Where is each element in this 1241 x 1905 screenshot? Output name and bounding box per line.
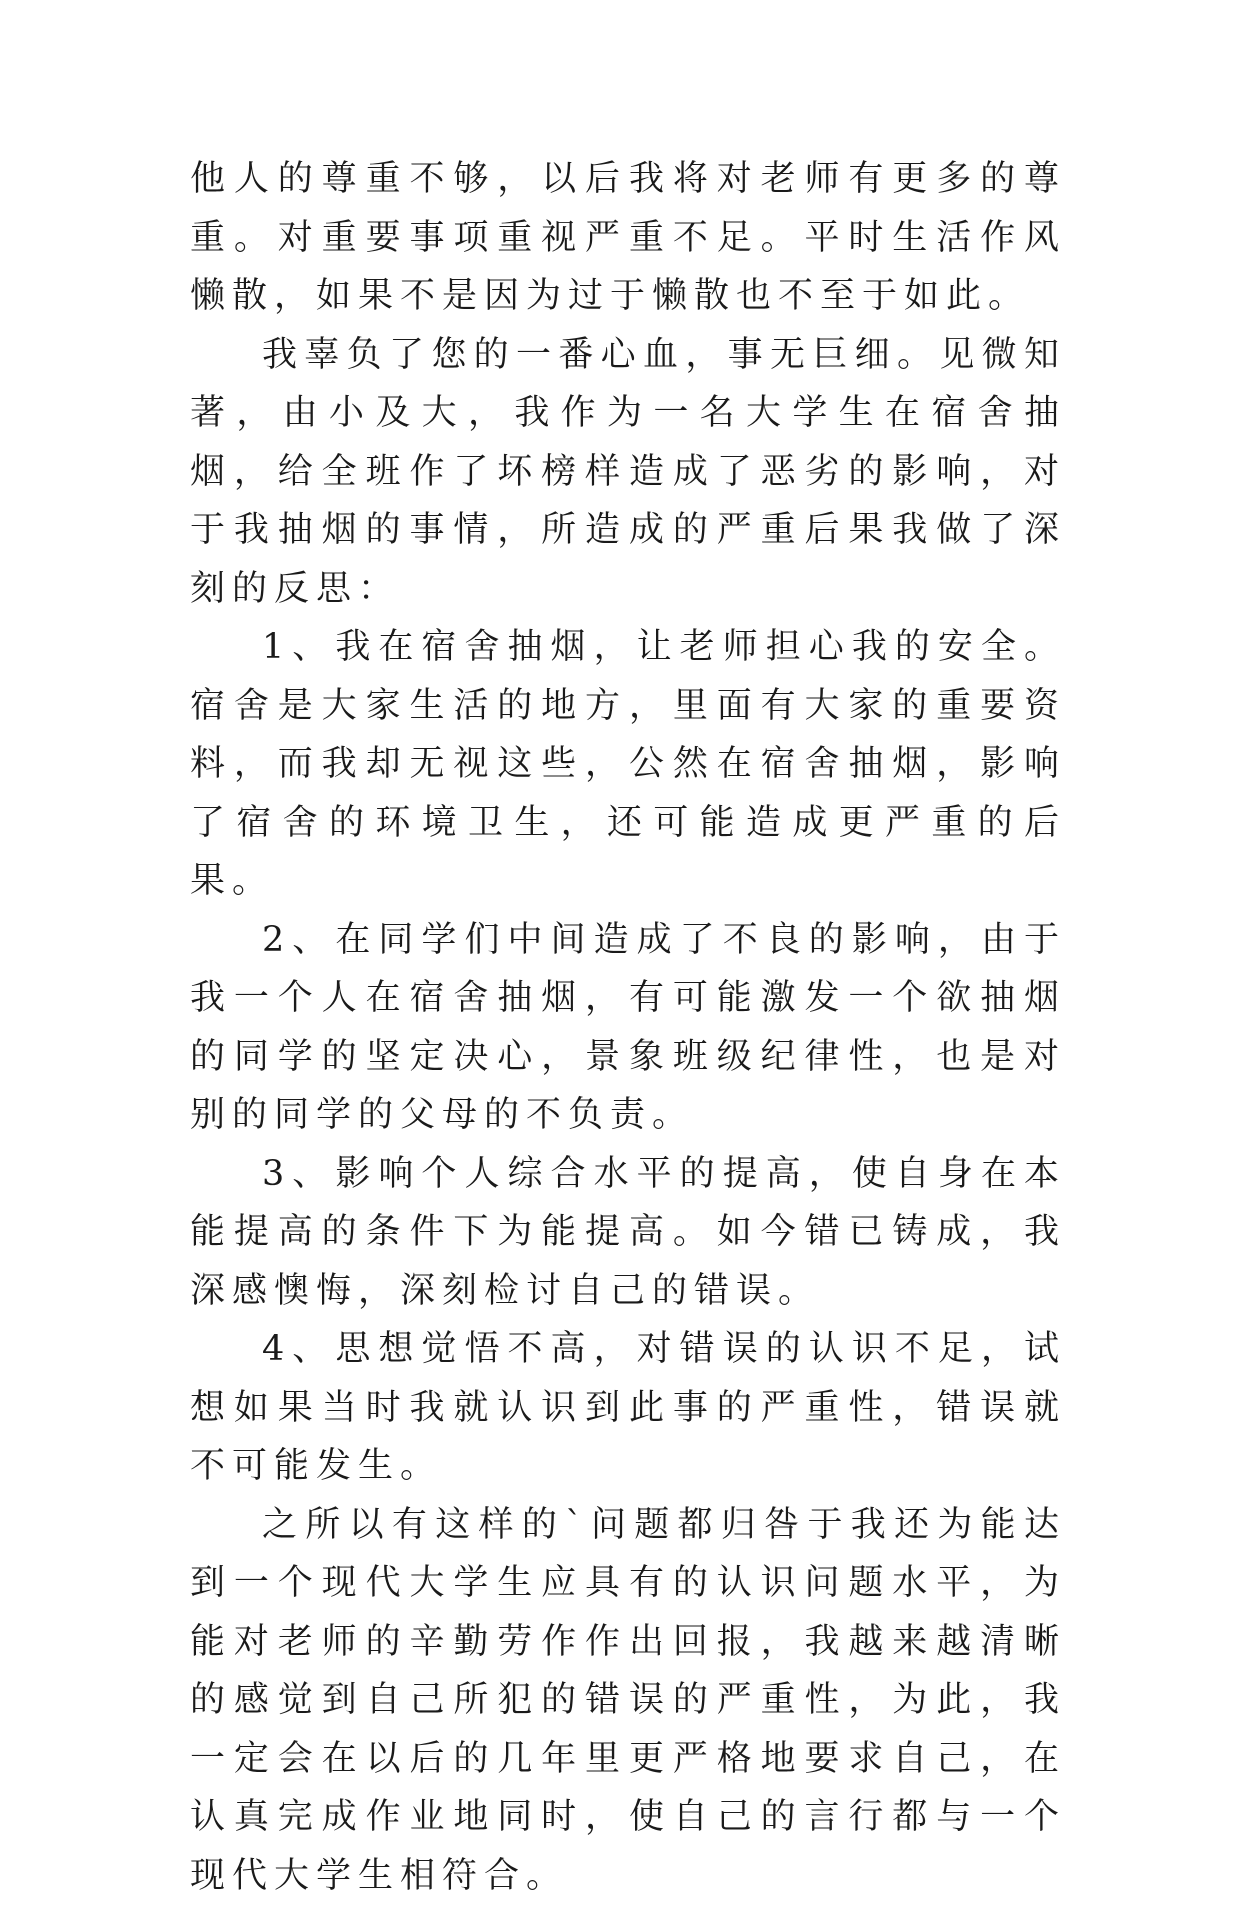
paragraph-conclusion: 之所以有这样的`问题都归咎于我还为能达到一个现代大学生应具有的认识问题水平，为能对老师的辛勤劳作作出回报，我越来越清晰的感觉到自己所犯的错误的严重性，为此，我一定会在以后的几年里更严格地要求自己，在认真完成作业地同时，使自己的言行都与一个现代大学生相符合。: [190, 1496, 1066, 1905]
paragraph-point-3: 3、影响个人综合水平的提高，使自身在本能提高的条件下为能提高。如今错已铸成，我深感懊悔，深刻检讨自己的错误。: [190, 1145, 1066, 1321]
document-body: [190, 150, 1066, 1905]
paragraph-continuation: 他人的尊重不够，以后我将对老师有更多的尊重。对重要事项重视严重不足。平时生活作风懒散，如果不是因为过于懒散也不至于如此。: [190, 150, 1066, 326]
paragraph-point-4: 4、思想觉悟不高，对错误的认识不足，试想如果当时我就认识到此事的严重性，错误就不可能发生。: [190, 1320, 1066, 1496]
paragraph-reflection-intro: 我辜负了您的一番心血，事无巨细。见微知著，由小及大，我作为一名大学生在宿舍抽烟，给全班作了坏榜样造成了恶劣的影响，对于我抽烟的事情，所造成的严重后果我做了深刻的反思：: [190, 326, 1066, 619]
paragraph-point-1: 1、我在宿舍抽烟，让老师担心我的安全。宿舍是大家生活的地方，里面有大家的重要资料，而我却无视这些，公然在宿舍抽烟，影响了宿舍的环境卫生，还可能造成更严重的后果。: [190, 618, 1066, 911]
paragraph-point-2: 2、在同学们中间造成了不良的影响，由于我一个人在宿舍抽烟，有可能激发一个欲抽烟的同学的坚定决心，景象班级纪律性，也是对别的同学的父母的不负责。: [190, 911, 1066, 1145]
